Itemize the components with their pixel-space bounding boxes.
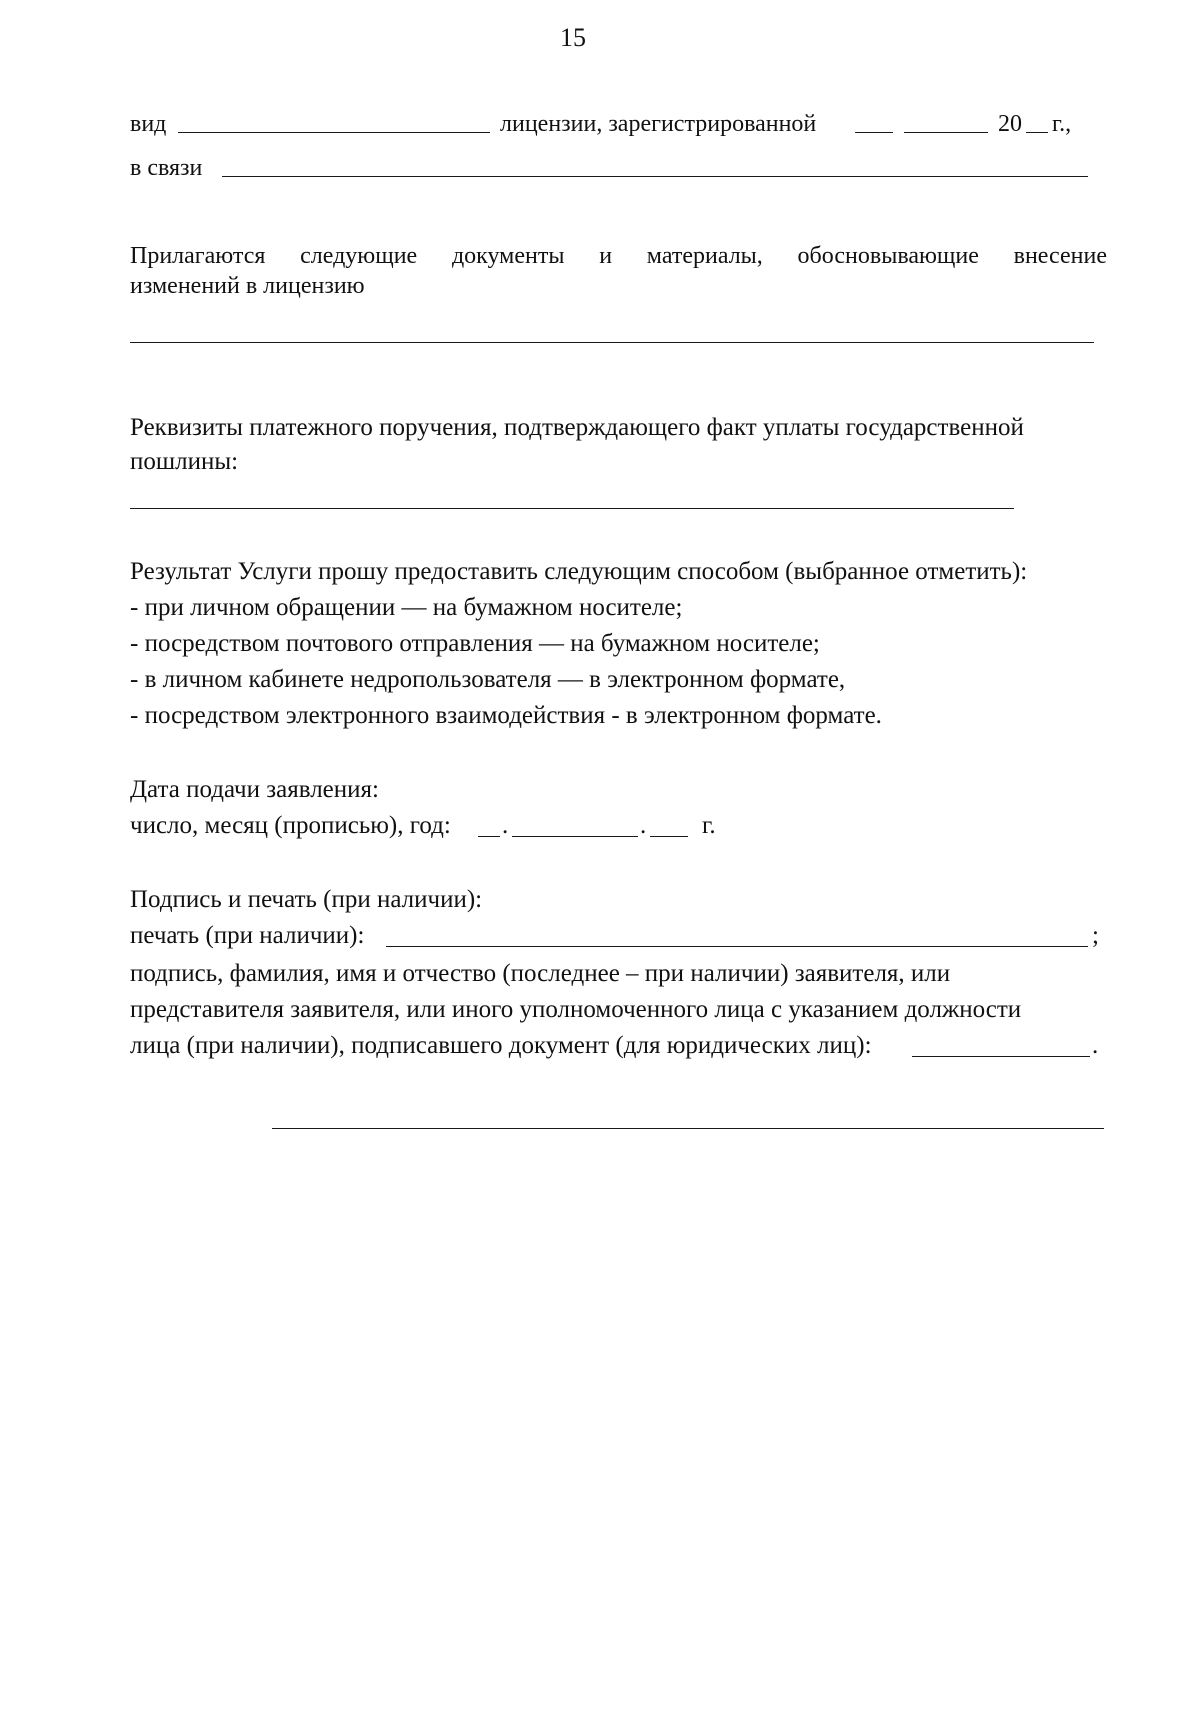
signature-line-1: подпись, фамилия, имя и отчество (последнее – при наличии) заявителя, или <box>130 960 951 987</box>
date-dot-1: . <box>502 812 509 839</box>
license-registered-label: лицензии, зарегистрированной <box>500 111 817 137</box>
submission-month-field[interactable] <box>512 836 638 837</box>
registration-month-field[interactable] <box>904 132 988 133</box>
stamp-field[interactable] <box>386 946 1088 947</box>
signature-line-3-end: . <box>1092 1032 1099 1059</box>
signature-line-2: представителя заявителя, или иного уполномоченного лица с указанием должности <box>130 996 1022 1023</box>
registration-year-field[interactable] <box>1026 132 1048 133</box>
delivery-option-personal: - при личном обращении — на бумажном носителе; <box>130 594 683 621</box>
signature-field[interactable] <box>912 1056 1090 1057</box>
result-delivery-heading: Результат Услуги прошу предоставить следующим способом (выбранное отметить): <box>130 558 1028 585</box>
payment-details-line-2: пошлины: <box>130 448 239 475</box>
stamp-end: ; <box>1092 922 1099 949</box>
submission-day-field[interactable] <box>478 836 500 837</box>
attached-documents-line-2: изменений в лицензию <box>130 273 365 299</box>
submission-date-heading: Дата подачи заявления: <box>130 776 379 803</box>
license-type-field[interactable] <box>178 132 490 133</box>
page-number: 15 <box>560 23 586 52</box>
license-type-label: вид <box>130 111 167 137</box>
delivery-option-mail: - посредством почтового отправления — на бумажном носителе; <box>130 630 820 657</box>
delivery-option-electronic: - посредством электронного взаимодействия - в электронном формате. <box>130 702 882 729</box>
attached-documents-line-1: Прилагаются следующие документы и материалы, обосновывающие внесение <box>130 243 1107 269</box>
registration-day-field[interactable] <box>855 132 893 133</box>
attached-documents-field[interactable] <box>130 342 1094 343</box>
payment-details-line-1: Реквизиты платежного поручения, подтверждающего факт уплаты государственной <box>130 414 1024 441</box>
date-dot-2: . <box>640 812 647 839</box>
delivery-option-cabinet: - в личном кабинете недропользователя — в электронном формате, <box>130 666 846 693</box>
reason-field[interactable] <box>222 176 1088 177</box>
submission-date-label: число, месяц (прописью), год: <box>130 812 451 839</box>
payment-details-field[interactable] <box>130 508 1014 509</box>
signature-line-3: лица (при наличии), подписавшего документ (для юридических лиц): <box>130 1032 872 1059</box>
registration-year-suffix: г., <box>1052 111 1072 137</box>
reason-label: в связи <box>130 155 203 181</box>
closing-rule <box>272 1128 1104 1129</box>
stamp-label: печать (при наличии): <box>130 922 365 949</box>
signature-heading: Подпись и печать (при наличии): <box>130 886 483 913</box>
submission-year-field[interactable] <box>650 836 688 837</box>
date-year-suffix: г. <box>702 812 716 839</box>
registration-year-prefix: 20 <box>998 111 1022 137</box>
attached-documents-text <box>130 242 1107 270</box>
